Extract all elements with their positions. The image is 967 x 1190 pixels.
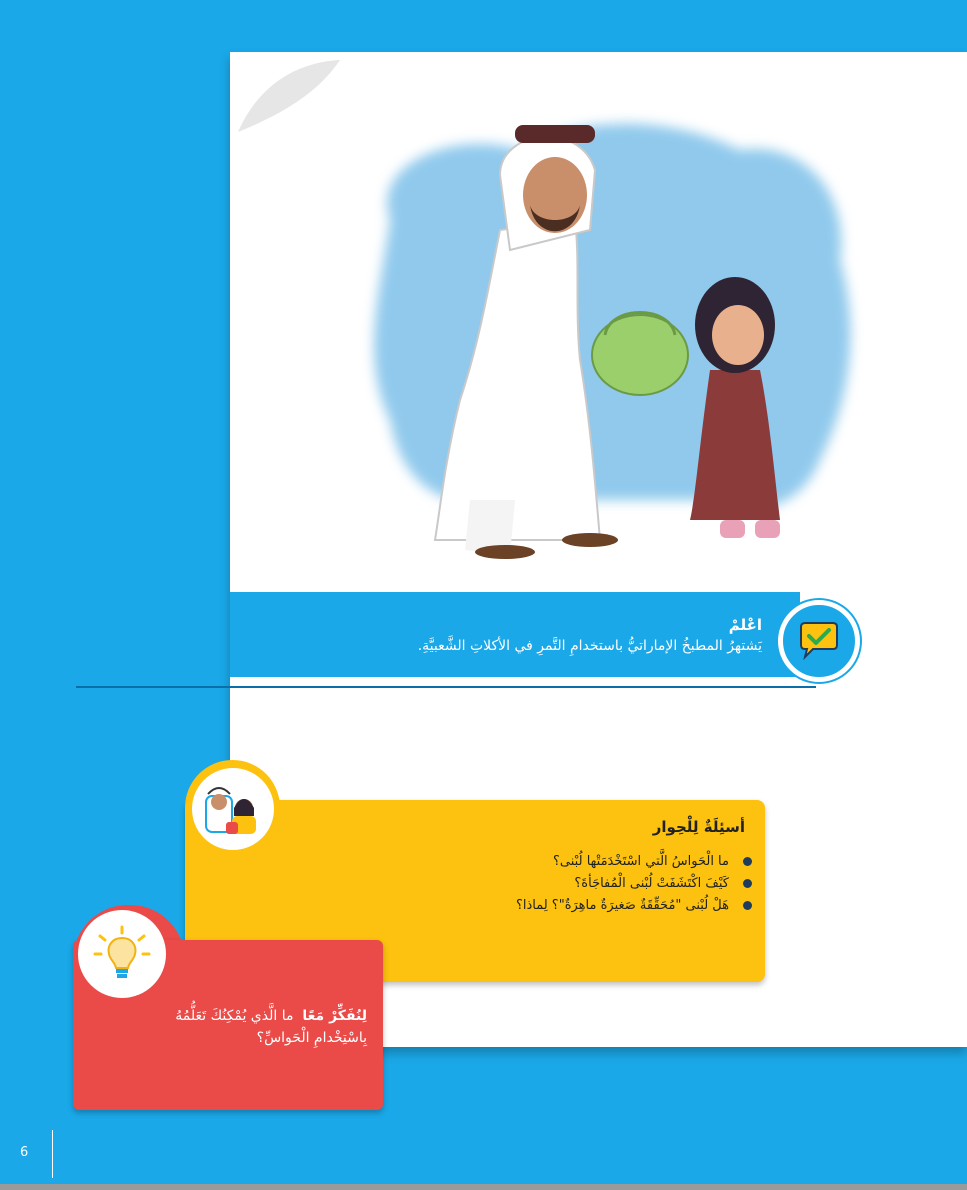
info-badge: [778, 600, 860, 682]
page-number: 6: [20, 1145, 29, 1160]
discussion-title: أسئِلَةٌ لِلْحِوار: [652, 818, 745, 836]
discussion-questions: [516, 850, 752, 916]
bullet-icon: [743, 857, 752, 866]
info-title: اعْلمْ: [728, 616, 762, 634]
page-curl: [230, 52, 340, 147]
bullet-icon: [743, 879, 752, 888]
illustration-man-and-girl: [350, 100, 870, 570]
bullet-icon: [743, 901, 752, 910]
family-icon: [198, 774, 268, 844]
info-underline: [76, 686, 816, 688]
bulb-badge: [78, 910, 166, 998]
list-item: ما الْحَواسُ الَّتي اسْتَخْدَمَتْها لُبْنى؟: [516, 850, 752, 872]
page-separator: [52, 1130, 53, 1178]
lightbulb-icon: [92, 924, 152, 984]
info-banner: [230, 592, 800, 677]
speech-check-icon: [797, 621, 841, 661]
bottom-strip: [0, 1184, 967, 1190]
think-text: [175, 1005, 367, 1049]
info-text: يَشتهرُ المطبخُ الإماراتيُّ باستخدامِ التَّمرِ في الأكلاتِ الشَّعبيَّةِ.: [417, 638, 762, 654]
think-line-1: ما الَّذي يُمْكِنُكَ تَعَلُّمُهُ: [175, 1008, 294, 1024]
list-item: هَلْ لُبْنى "مُحَقِّقَةٌ صَغيرَةٌ ماهِرَةٌ"؟ لِماذا؟: [516, 894, 752, 916]
think-line-2: بِاسْتِخْدامِ الْحَواسِّ؟: [256, 1030, 367, 1046]
list-item: كَيْفَ اكْتَشَفَتْ لُبْنى الْمُفاجَأةَ؟: [516, 872, 752, 894]
family-badge: [188, 764, 278, 854]
think-label: لِنُفَكِّرْ مَعًا: [302, 1008, 367, 1024]
